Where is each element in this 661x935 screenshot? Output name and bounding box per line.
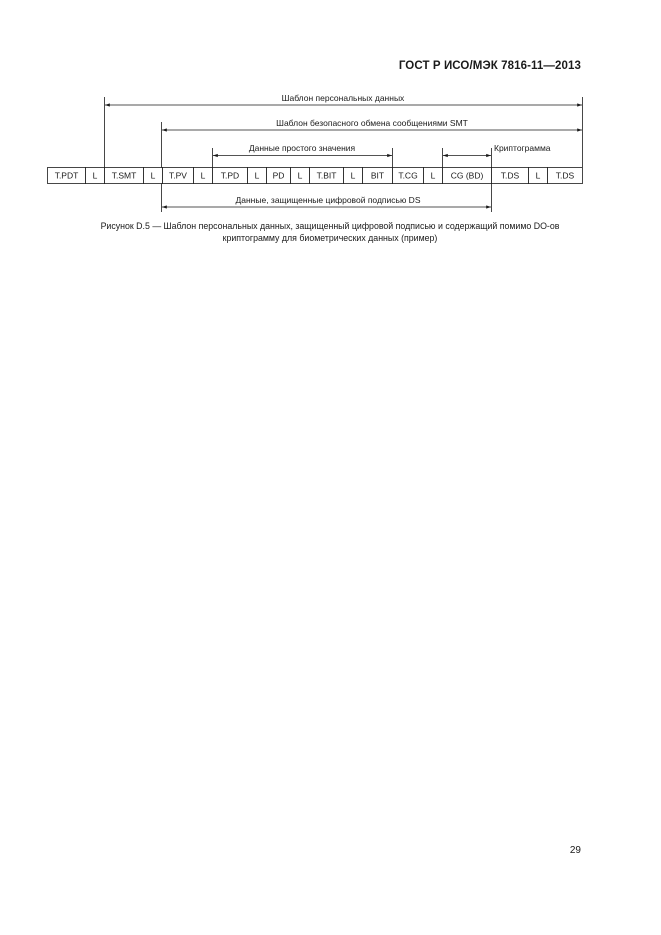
label-smt-template: Шаблон безопасного обмена сообщениями SMT xyxy=(276,118,468,128)
caption-line-2: криптограмму для биометрических данных (пример) xyxy=(222,232,438,243)
label-plain-value: Данные простого значения xyxy=(248,143,356,153)
cell-label: L xyxy=(254,170,260,181)
cell-label: T.DS xyxy=(555,170,575,181)
cell-label: T.PDT xyxy=(54,170,79,181)
cell-label: PD xyxy=(272,170,285,181)
cell-label: L xyxy=(92,170,98,181)
label-cryptogram: Криптограмма xyxy=(494,143,551,153)
data-object-row xyxy=(48,168,583,184)
page-header: ГОСТ Р ИСО/МЭК 7816-11—2013 xyxy=(398,60,581,72)
cell-label: CG (BD) xyxy=(450,170,484,181)
page-number: 29 xyxy=(569,845,581,856)
cell-label: T.CG xyxy=(398,170,418,181)
cell-label: L xyxy=(297,170,303,181)
cell-label: T.DS xyxy=(500,170,520,181)
cell-label: T.SMT xyxy=(111,170,137,181)
cell-label: L xyxy=(350,170,356,181)
data-object-diagram xyxy=(0,0,661,220)
cell-label: T.PD xyxy=(220,170,240,181)
cell-label: T.BIT xyxy=(316,170,337,181)
figure-caption xyxy=(40,221,620,244)
cell-label: BIT xyxy=(370,170,385,181)
cell-label: L xyxy=(200,170,206,181)
cell-label: L xyxy=(430,170,436,181)
cell-label: L xyxy=(535,170,541,181)
cell-label: L xyxy=(150,170,156,181)
caption-line-1: Рисунок D.5 — Шаблон персональных данных, защищенный цифровой подписью и содержащий помимо DO-ов xyxy=(100,221,560,231)
label-ds-protected: Данные, защищенные цифровой подписью DS xyxy=(235,195,421,205)
label-personal-template: Шаблон персональных данных xyxy=(281,93,405,103)
cell-label: T.PV xyxy=(169,170,187,181)
